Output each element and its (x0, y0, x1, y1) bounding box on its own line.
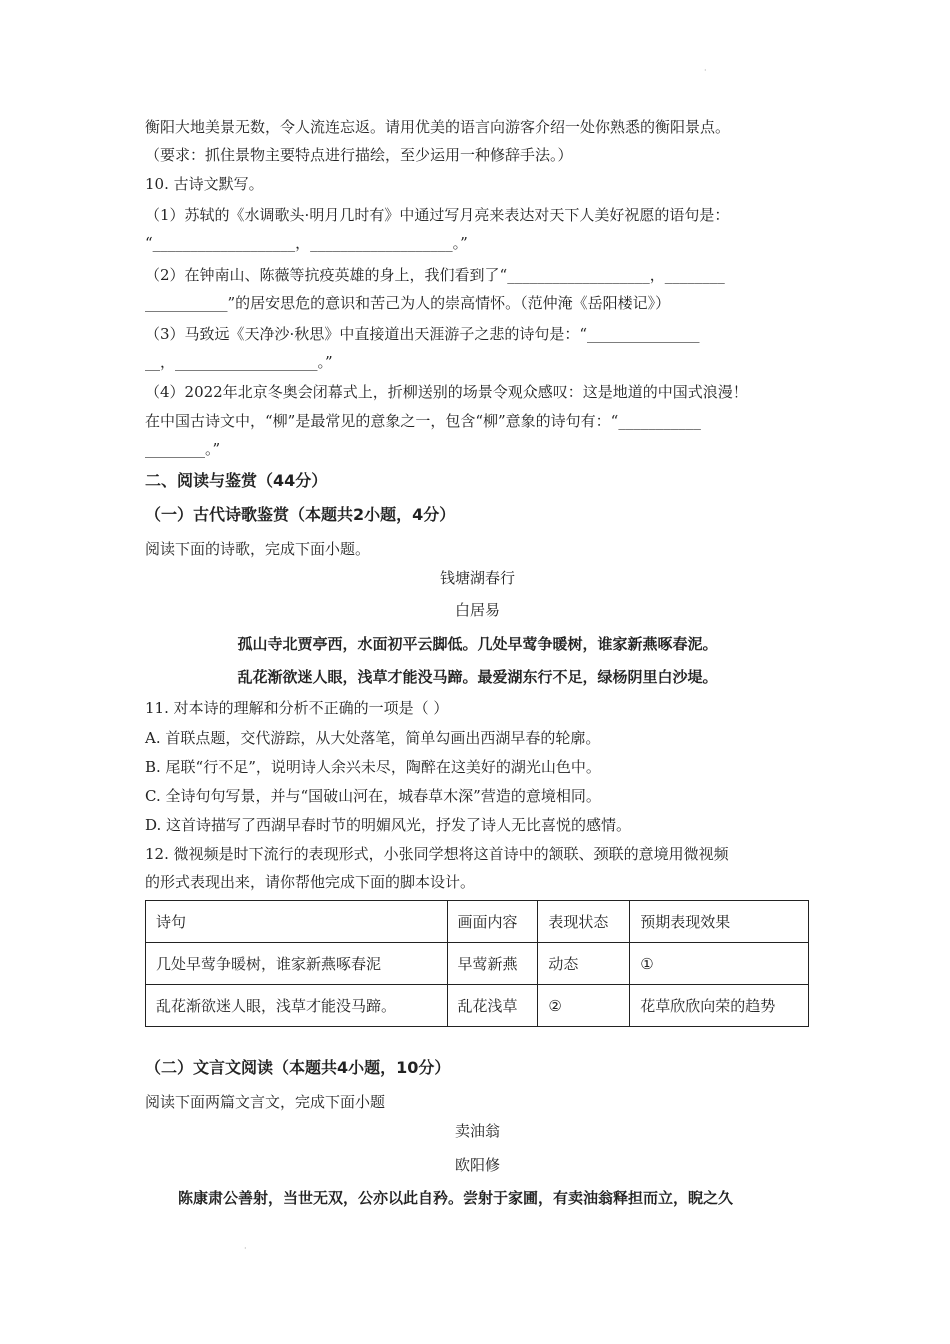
table-header-cell: 预期表现效果 (630, 901, 809, 943)
table-header-cell: 诗句 (146, 901, 448, 943)
table-cell: ① (630, 943, 809, 985)
q11-option-d: D. 这首诗描写了西湖早春时节的明媚风光，抒发了诗人无比喜悦的感情。 (145, 816, 632, 834)
table-header-row (146, 901, 809, 943)
intro-line-1: 衡阳大地美景无数，令人流连忘返。请用优美的语言向游客介绍一处你熟悉的衡阳景点。 (145, 118, 731, 136)
q11-option-c: C. 全诗句句写景，并与“国破山河在，城春草木深”营造的意境相同。 (145, 787, 601, 805)
table-cell: 乱花渐欲迷人眼，浅草才能没马蹄。 (146, 985, 448, 1027)
poem-title: 钱塘湖春行 (439, 569, 515, 587)
subsection-2-title: （二）文言文阅读（本题共4小题，10分） (145, 1058, 451, 1077)
q10-part4-line3: ________。” (145, 440, 221, 458)
q10-part2-line2: ___________”的居安思危的意识和苦己为人的崇高情怀。（范仲淹《岳阳楼记》） (145, 294, 671, 312)
script-design-table (145, 900, 809, 1027)
section-2-title: 二、阅读与鉴赏（44分） (145, 471, 328, 490)
poem-line-2: 乱花渐欲迷人眼，浅草才能没马蹄。最爱湖东行不足，绿杨阴里白沙堤。 (237, 668, 718, 686)
table-row (146, 985, 809, 1027)
page-mark-top: · (704, 66, 707, 75)
q10-part3-line2: __，___________________。” (145, 353, 333, 371)
table-cell: ② (538, 985, 630, 1027)
subsection-1-title: （一）古代诗歌鉴赏（本题共2小题，4分） (145, 505, 456, 524)
table-cell: 早莺新燕 (447, 943, 538, 985)
table-cell: 几处早莺争暖树，谁家新燕啄春泥 (146, 943, 448, 985)
q10-part1-line1: （1）苏轼的《水调歌头·明月几时有》中通过写月亮来表达对天下人美好祝愿的语句是： (145, 206, 730, 224)
q11-option-b: B. 尾联“行不足”，说明诗人余兴未尽，陶醉在这美好的湖光山色中。 (145, 758, 601, 776)
table-header-cell: 表现状态 (538, 901, 630, 943)
table-cell: 花草欣欣向荣的趋势 (630, 985, 809, 1027)
subsection-1-instruction: 阅读下面的诗歌，完成下面小题。 (145, 540, 371, 558)
q10-title: 10. 古诗文默写。 (145, 175, 264, 193)
table-header-cell: 画面内容 (447, 901, 538, 943)
prose-title: 卖油翁 (454, 1122, 500, 1140)
poem-author: 白居易 (454, 601, 500, 619)
q10-part1-line2: “___________________，___________________。” (145, 234, 468, 252)
page-mark-bottom: · (244, 1244, 247, 1253)
table-cell: 乱花浅草 (447, 985, 538, 1027)
q10-part2-line1: （2）在钟南山、陈薇等抗疫英雄的身上，我们看到了“___________________，________ (145, 266, 725, 284)
q11-option-a: A. 首联点题，交代游踪，从大处落笔，简单勾画出西湖早春的轮廓。 (145, 729, 601, 747)
q10-part4-line1: （4）2022年北京冬奥会闭幕式上，折柳送别的场景令观众感叹：这是地道的中国式浪漫！ (145, 383, 748, 401)
q12-line-2: 的形式表现出来，请你帮他完成下面的脚本设计。 (145, 873, 476, 891)
intro-line-2: （要求：抓住景物主要特点进行描绘，至少运用一种修辞手法。） (145, 146, 573, 164)
prose-author: 欧阳修 (454, 1156, 500, 1174)
q12-line-1: 12. 微视频是时下流行的表现形式，小张同学想将这首诗中的颔联、颈联的意境用微视频 (145, 845, 729, 863)
poem-line-1: 孤山寺北贾亭西，水面初平云脚低。几处早莺争暖树，谁家新燕啄春泥。 (237, 635, 718, 653)
q10-part4-line2: 在中国古诗文中，“柳”是最常见的意象之一，包含“柳”意象的诗句有：“___________ (145, 412, 701, 430)
q11-stem: 11. 对本诗的理解和分析不正确的一项是（ ） (145, 699, 449, 717)
table-row (146, 943, 809, 985)
prose-line-1: 陈康肃公善射，当世无双，公亦以此自矜。尝射于家圃，有卖油翁释担而立，睨之久 (178, 1189, 734, 1207)
subsection-2-instruction: 阅读下面两篇文言文，完成下面小题 (145, 1093, 386, 1111)
table-cell: 动态 (538, 943, 630, 985)
q10-part3-line1: （3）马致远《天净沙·秋思》中直接道出天涯游子之悲的诗句是：“_______________ (145, 325, 700, 343)
